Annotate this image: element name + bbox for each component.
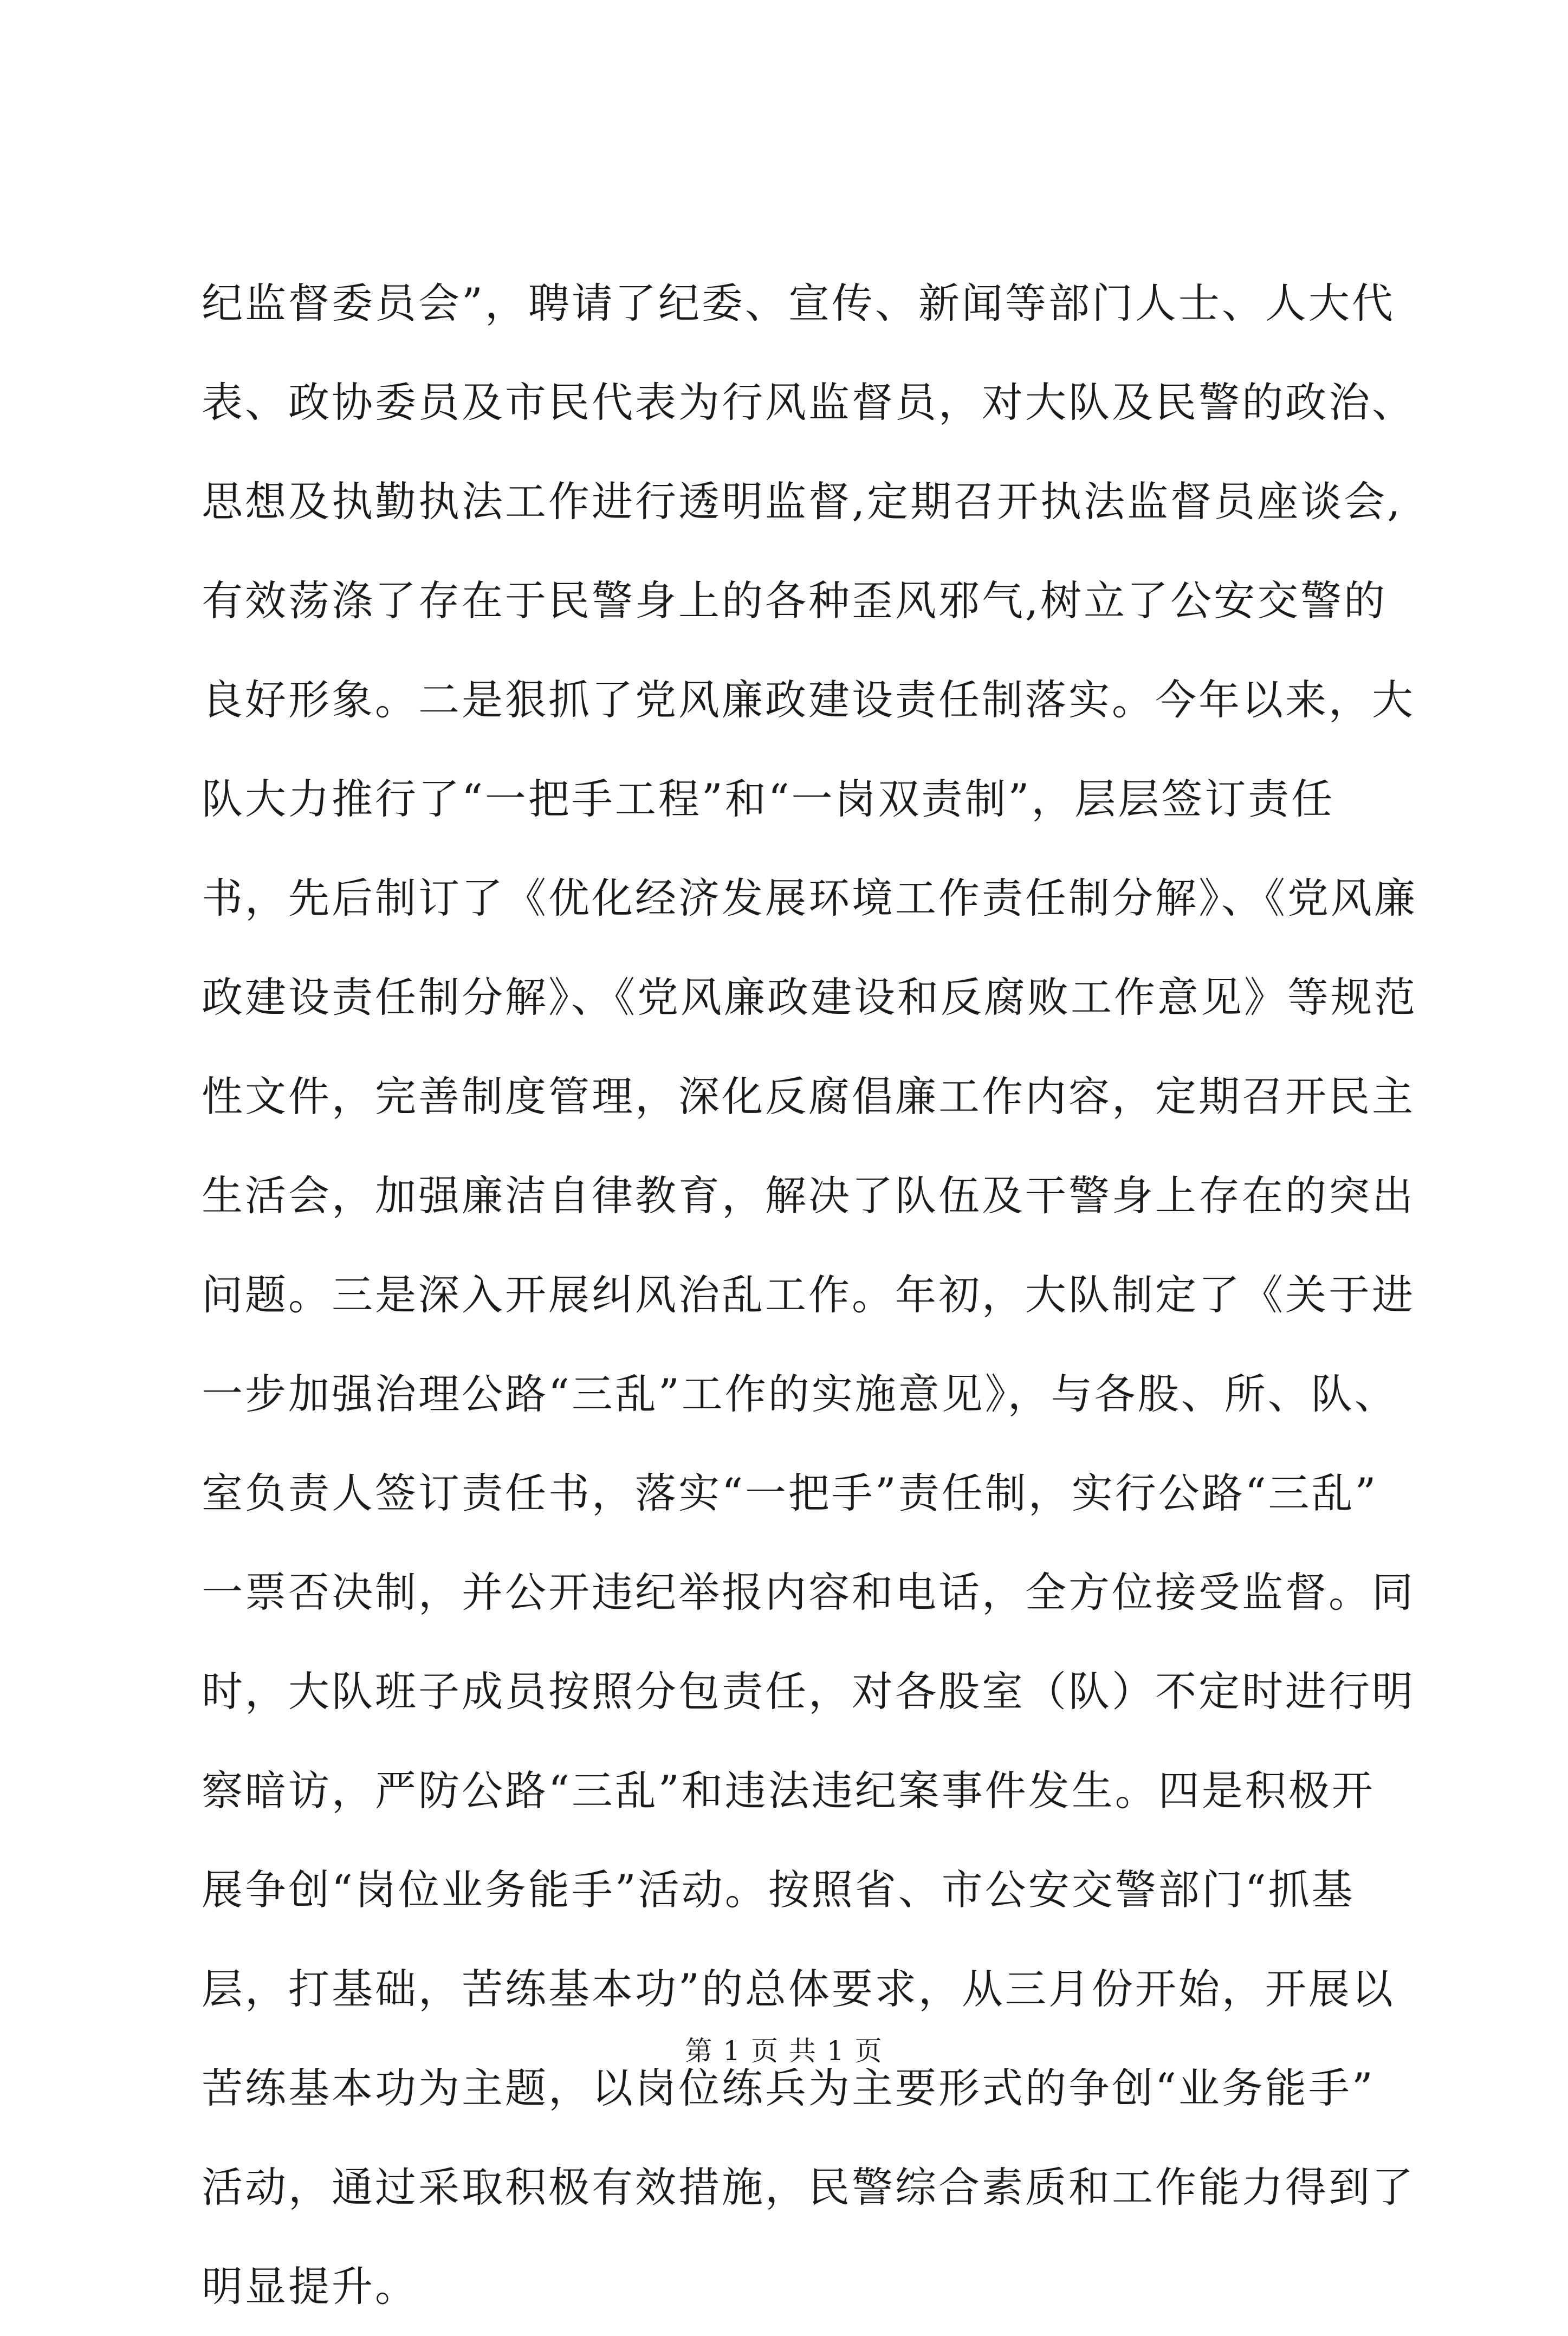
- text-line: 思想及执勤执法工作进行透明监督,定期召开执法监督员座谈会,: [202, 477, 1403, 526]
- text-line: 政建设责任制分解》、《党风廉政建设和反腐败工作意见》等规范: [202, 973, 1417, 1021]
- text-line: 纪监督委员会”，聘请了纪委、宣传、新闻等部门人士、人大代: [202, 279, 1395, 327]
- text-line: 苦练基本功为主题，以岗位练兵为主要形式的争创“业务能手”: [202, 2064, 1375, 2112]
- text-line: 良好形象。二是狠抓了党风廉政建设责任制落实。今年以来，大: [202, 676, 1415, 724]
- text-line: 一票否决制，并公开违纪举报内容和电话，全方位接受监督。同: [202, 1568, 1415, 1616]
- text-line: 问题。三是深入开展纠风治乱工作。年初，大队制定了《关于进: [202, 1271, 1415, 1319]
- text-line: 活动，通过采取积极有效措施，民警综合素质和工作能力得到了: [202, 2163, 1415, 2211]
- text-line: 一步加强治理公路“三乱”工作的实施意见》，与各股、所、队、: [202, 1370, 1398, 1418]
- text-line: 有效荡涤了存在于民警身上的各种歪风邪气,树立了公安交警的: [202, 577, 1388, 625]
- text-line: 层，打基础，苦练基本功”的总体要求，从三月份开始，开展以: [202, 1965, 1395, 2013]
- page-footer: 第 1 页 共 1 页: [685, 2035, 883, 2067]
- text-line: 书，先后制订了《优化经济发展环境工作责任制分解》、《党风廉: [202, 874, 1417, 922]
- text-line: 表、政协委员及市民代表为行风监督员，对大队及民警的政治、: [202, 378, 1415, 426]
- text-line: 性文件，完善制度管理，深化反腐倡廉工作内容，定期召开民主: [202, 1072, 1415, 1121]
- text-line: 展争创“岗位业务能手”活动。按照省、市公安交警部门“抓基: [202, 1866, 1355, 1914]
- text-line: 室负责人签订责任书，落实“一把手”责任制，实行公路“三乱”: [202, 1469, 1378, 1517]
- text-line: 明显提升。: [202, 2262, 418, 2311]
- text-line: 时，大队班子成员按照分包责任，对各股室（队）不定时进行明: [202, 1667, 1415, 1716]
- text-line: 队大力推行了“一把手工程”和“一岗双责制”，层层签订责任: [202, 775, 1335, 823]
- text-line: 察暗访，严防公路“三乱”和违法违纪案事件发生。四是积极开: [202, 1766, 1375, 1815]
- body-text: [202, 254, 1417, 2336]
- text-line: 生活会，加强廉洁自律教育，解决了队伍及干警身上存在的突出: [202, 1172, 1415, 1220]
